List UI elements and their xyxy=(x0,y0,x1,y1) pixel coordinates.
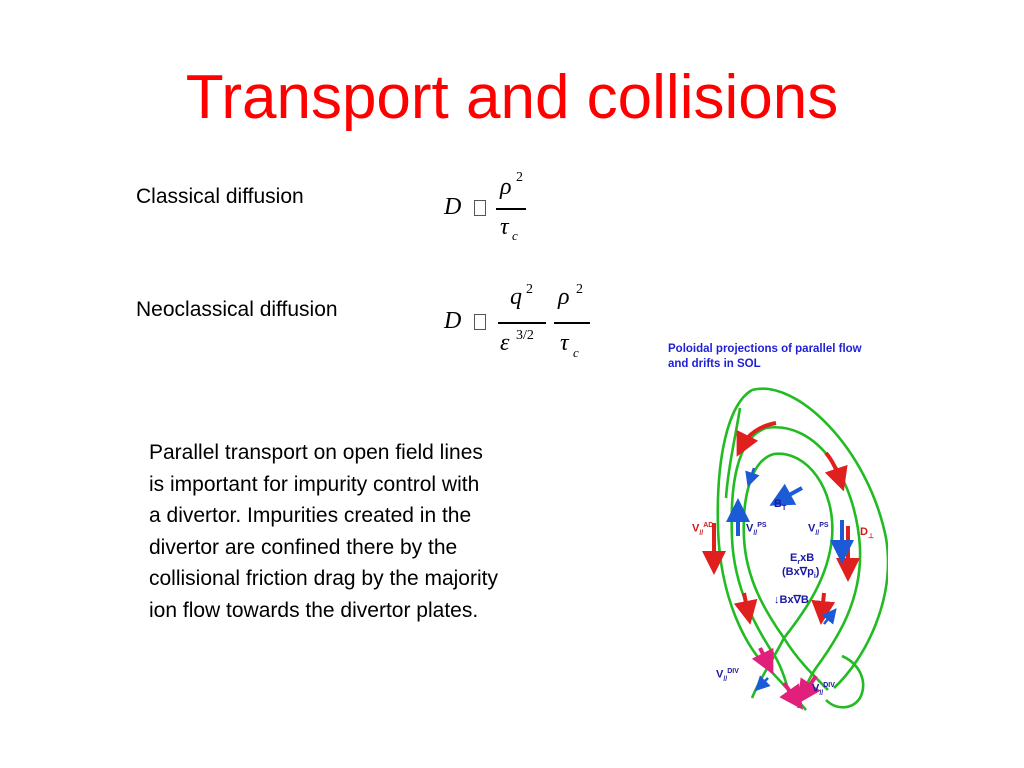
paragraph-line: Parallel transport on open field lines xyxy=(149,441,483,464)
formula-numerator: ρ xyxy=(500,174,512,200)
outer-field-line xyxy=(718,390,806,710)
flow-arrow xyxy=(822,593,824,613)
paragraph-line: divertor are confined there by the xyxy=(149,535,458,559)
bxgradb-label: ↓Bx∇B xyxy=(774,594,809,606)
separatrix xyxy=(744,454,833,638)
formula-den1-exponent: 3/2 xyxy=(516,328,534,343)
bt-label: $B_T$ xyxy=(774,498,787,513)
flow-arrow xyxy=(824,614,832,624)
formula-lhs: D xyxy=(444,308,462,334)
formula-num1: q xyxy=(510,284,522,310)
approx-symbol xyxy=(474,314,486,330)
neoclassical-diffusion-formula xyxy=(440,280,610,375)
formula-num2: ρ xyxy=(558,284,570,310)
d-perp-label: $D_\perp$ xyxy=(860,526,875,541)
v-ad-label: $V_{//}^{AD}$ xyxy=(692,522,714,537)
figure-caption-line: Poloidal projections of parallel flow xyxy=(668,343,862,355)
classical-diffusion-label: Classical diffusion xyxy=(136,185,304,208)
formula-num2-exponent: 2 xyxy=(576,282,583,297)
classical-diffusion-formula xyxy=(440,166,540,256)
formula-denominator-subscript: c xyxy=(512,228,518,243)
paragraph-line: ion flow towards the divertor plates. xyxy=(149,598,479,622)
neoclassical-diffusion-label: Neoclassical diffusion xyxy=(136,298,338,321)
paragraph-line: is important for impurity control with xyxy=(149,472,480,496)
sol-flow-diagram xyxy=(656,338,888,716)
flow-arrow xyxy=(744,593,748,613)
paragraph-line: a divertor. Impurities created in the xyxy=(149,504,472,527)
fraction-bar-1 xyxy=(498,322,546,324)
fraction-bar xyxy=(496,208,526,210)
formula-num1-exponent: 2 xyxy=(526,282,533,297)
v-div-right-label: $V_{//}^{DIV}$ xyxy=(812,682,835,697)
formula-denominator: τ xyxy=(500,214,509,240)
v-ps-right-label: $V_{//}^{PS}$ xyxy=(808,522,829,537)
formula-den1: ε xyxy=(500,330,510,356)
formula-numerator-exponent: 2 xyxy=(516,170,523,185)
flow-diagram-graphic xyxy=(656,338,888,716)
v-ps-left-label: $V_{//}^{PS}$ xyxy=(746,522,767,537)
approx-symbol xyxy=(474,200,486,216)
paragraph-line: collisional friction drag by the majority xyxy=(149,567,498,590)
v-div-left-label: $V_{//}^{DIV}$ xyxy=(716,668,739,683)
formula-lhs: D xyxy=(444,194,462,220)
formula-den2: τ xyxy=(560,330,569,356)
exb-label: $E_rxB$ xyxy=(790,552,815,567)
fraction-bar-2 xyxy=(554,322,590,324)
field-lines xyxy=(718,389,888,710)
slide-title: Transport and collisions xyxy=(185,63,839,132)
figure-caption-line: and drifts in SOL xyxy=(668,358,761,370)
parallel-transport-paragraph xyxy=(149,437,589,626)
flow-arrow xyxy=(826,453,840,480)
bxgradp-label: $(Bx\nabla p_i)$ xyxy=(782,566,820,581)
formula-den2-subscript: c xyxy=(573,345,579,360)
